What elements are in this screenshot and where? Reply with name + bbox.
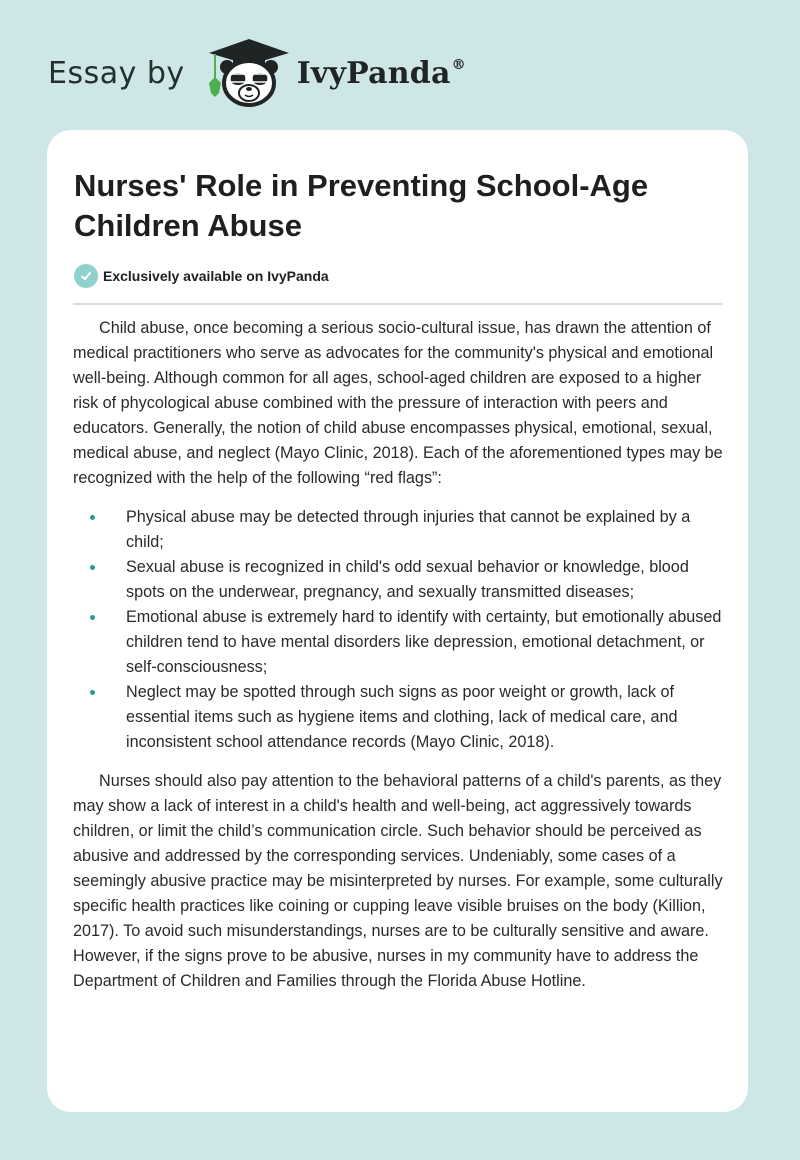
list-item [73, 555, 723, 605]
essay-title: Nurses' Role in Preventing School-Age Children Abuse [74, 168, 649, 243]
essay-body [73, 316, 723, 994]
list-item [73, 505, 723, 555]
essay-by-label: Essay by [48, 55, 185, 91]
paragraph: Nurses should also pay attention to the behavioral patterns of a child's parents, as they may show a lack of interest in a child's health and well-being, act aggressively towards children, or limit the child’s communication circle. Such behavior should be perceived as abusive and addressed by the corresponding services. Undeniably, some cases of a seemingly abusive practice may be misinterpreted by nurses. For example, some culturally specific health practices like coining or cupping leave visible bruises on the body (Killion, 2017). To avoid such misunderstandings, nurses are to be culturally sensitive and aware. However, if the signs prove to be abusive, nurses in my community have to address the Department of Children and Families through the Florida Abuse Hotline. [73, 772, 723, 990]
brand-name-text: IvyPanda [296, 55, 451, 91]
bullet-icon [90, 565, 95, 570]
registered-mark: ® [451, 56, 466, 73]
site-header [48, 38, 466, 108]
bullet-icon [90, 515, 95, 520]
bullet-icon [90, 690, 95, 695]
bullet-icon [90, 615, 95, 620]
list-item [73, 605, 723, 680]
list-item-text: Emotional abuse is extremely hard to identify with certainty, but emotionally abused children tend to have mental disorders like depression, emotional detachment, or self-consciousness; [126, 608, 722, 676]
list-item-text: Physical abuse may be detected through injuries that cannot be explained by a child; [126, 508, 691, 551]
divider [73, 303, 723, 305]
red-flags-list [73, 505, 723, 755]
list-item-text: Neglect may be spotted through such signs as poor weight or growth, lack of essential items such as hygiene items and clothing, lack of medical care, and inconsistent school attendance records (Mayo Clinic, 2018). [126, 683, 678, 751]
paragraph: Child abuse, once becoming a serious socio-cultural issue, has drawn the attention of medical practitioners who serve as advocates for the community's physical and emotional well-being. Although common for all ages, school-aged children are exposed to a higher risk of phycological abuse combined with the pressure of interaction with peers and educators. Generally, the notion of child abuse encompasses physical, emotional, sexual, medical abuse, and neglect (Mayo Clinic, 2018). Each of the aforementioned types may be recognized with the help of the following “red flags”: [73, 319, 723, 487]
check-circle-icon [74, 264, 98, 288]
list-item [73, 680, 723, 755]
brand-name[interactable] [297, 56, 466, 91]
essay-card [47, 130, 748, 1112]
list-item-text: Sexual abuse is recognized in child's odd sexual behavior or knowledge, blood spots on the underwear, pregnancy, and sexually transmitted diseases; [126, 558, 689, 601]
exclusive-badge-text: Exclusively available on IvyPanda [103, 268, 329, 284]
exclusive-badge [74, 264, 329, 288]
panda-graduate-logo-icon[interactable] [205, 37, 293, 109]
